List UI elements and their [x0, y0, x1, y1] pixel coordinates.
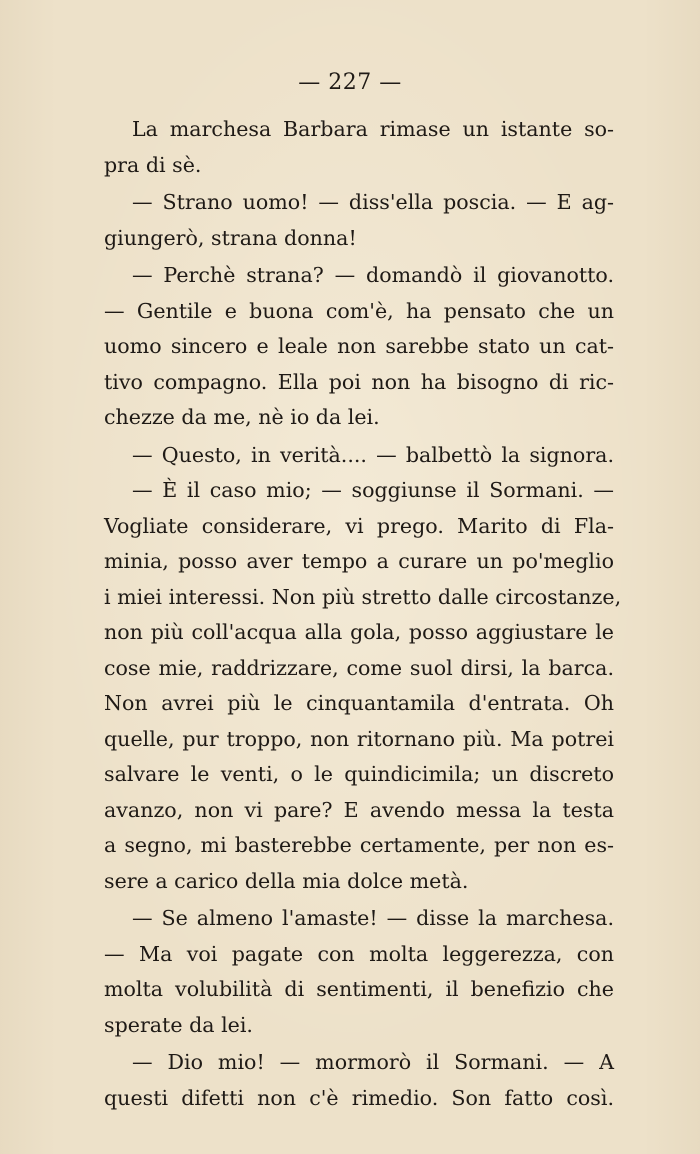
text-line: chezze da me, nè io da lei. [104, 405, 380, 429]
page-text-block [104, 112, 622, 1116]
text-line: questi difetti non c'è rimedio. Son fatto così. [104, 1085, 614, 1110]
text-line: — Strano uomo! — diss'ella poscia. — E ag- [132, 190, 614, 214]
text-line: a segno, mi basterebbe certamente, per non es- [104, 833, 614, 857]
text-line: sere a carico della mia dolce metà. [104, 868, 469, 893]
text-line: avanzo, non vi pare? E avendo messa la testa [104, 797, 614, 822]
text-line: — Dio mio! — mormorò il Sormani. — A [132, 1050, 614, 1074]
text-line: salvare le venti, o le quindicimila; un discreto [104, 762, 614, 786]
text-line: tivo compagno. Ella poi non ha bisogno di ric- [104, 369, 614, 394]
text-line: non più coll'acqua alla gola, posso aggiustare le [104, 620, 614, 644]
text-line: — Se almeno l'amaste! — disse la marchesa. [132, 906, 614, 930]
text-line: sperate da lei. [104, 1012, 253, 1037]
text-line: — Ma voi pagate con molta leggerezza, con [104, 941, 614, 966]
text-line: Vogliate considerare, vi prego. Marito di Fla- [104, 513, 614, 538]
text-line: pra di sè. [104, 152, 202, 177]
page-number: — 227 — [298, 70, 402, 95]
text-line: i miei interessi. Non più stretto dalle circostanze, [104, 584, 622, 609]
text-line: — Questo, in verità.... — balbettò la signora. [132, 442, 614, 467]
text-line: cose mie, raddrizzare, come suol dirsi, la barca. [104, 655, 614, 680]
text-line: giungerò, strana donna! [104, 225, 357, 250]
text-line: Non avrei più le cinquantamila d'entrata. Oh [104, 691, 614, 715]
text-line: — Gentile e buona com'è, ha pensato che un [104, 298, 614, 323]
text-line: uomo sincero e leale non sarebbe stato un cat- [104, 334, 614, 358]
text-line: quelle, pur troppo, non ritornano più. Ma potrei [104, 726, 614, 751]
text-line: molta volubilità di sentimenti, il benefizio che [104, 977, 614, 1001]
text-line: — Perchè strana? — domandò il giovanotto. [132, 263, 614, 287]
text-line: La marchesa Barbara rimase un istante so- [132, 117, 614, 141]
text-line: minia, posso aver tempo a curare un po'meglio [104, 549, 614, 573]
text-line: — È il caso mio; — soggiunse il Sormani. — [132, 478, 614, 502]
